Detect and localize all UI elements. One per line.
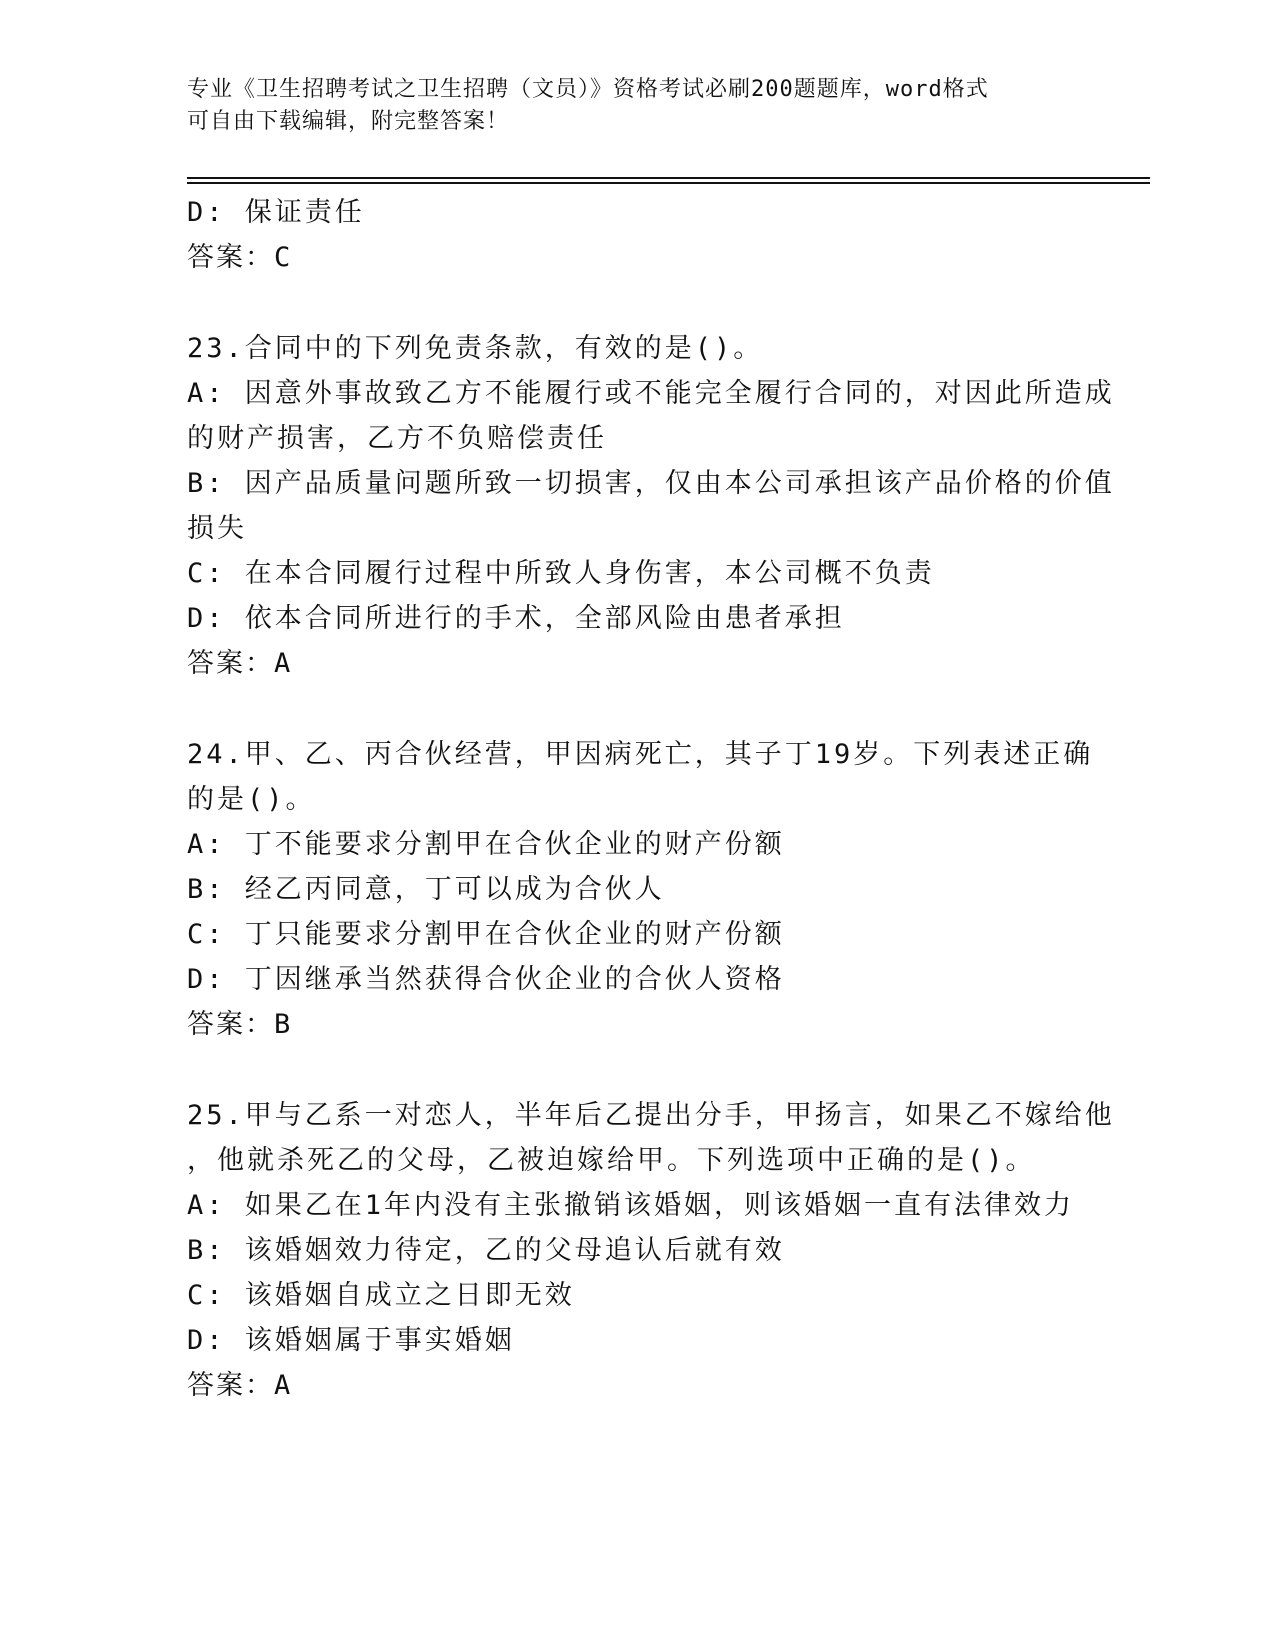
option-c: C: 在本合同履行过程中所致人身伤害，本公司概不负责 — [187, 558, 935, 589]
question-24 — [187, 732, 1094, 1047]
question-23 — [187, 326, 1115, 686]
previous-question-tail — [187, 190, 1067, 280]
option-c: C: 该婚姻自成立之日即无效 — [187, 1280, 575, 1311]
answer-line: 答案：C — [187, 242, 293, 273]
question-25 — [187, 1093, 1115, 1408]
question-stem: 23.合同中的下列免责条款，有效的是()。 — [187, 333, 764, 364]
header-line-1: 专业《卫生招聘考试之卫生招聘（文员）》资格考试必刷200题题库，word格式 — [187, 77, 989, 102]
question-stem: 25.甲与乙系一对恋人，半年后乙提出分手，甲扬言，如果乙不嫁给他 — [187, 1100, 1115, 1131]
question-stem-continued: 的是()。 — [187, 784, 316, 815]
question-stem: 24.甲、乙、丙合伙经营，甲因病死亡，其子丁19岁。下列表述正确 — [187, 739, 1094, 770]
option-d: D: 该婚姻属于事实婚姻 — [187, 1325, 515, 1356]
option-a: A: 如果乙在1年内没有主张撤销该婚姻，则该婚姻一直有法律效力 — [187, 1190, 1075, 1221]
page-header — [187, 74, 1067, 138]
option-b-continued: 损失 — [187, 513, 247, 544]
option-a-continued: 的财产损害，乙方不负赔偿责任 — [187, 423, 607, 454]
answer-line: 答案：A — [187, 1370, 293, 1401]
option-a: A: 丁不能要求分割甲在合伙企业的财产份额 — [187, 829, 785, 860]
header-line-2: 可自由下载编辑，附完整答案！ — [187, 109, 510, 134]
option-d: D: 保证责任 — [187, 197, 365, 228]
header-rule-top — [187, 177, 1150, 179]
option-b: B: 经乙丙同意，丁可以成为合伙人 — [187, 874, 665, 905]
answer-line: 答案：A — [187, 648, 293, 679]
spacer — [187, 686, 1067, 732]
question-stem-continued: ，他就杀死乙的父母，乙被迫嫁给甲。下列选项中正确的是()。 — [187, 1145, 1036, 1176]
answer-line: 答案：B — [187, 1009, 293, 1040]
option-a: A: 因意外事故致乙方不能履行或不能完全履行合同的，对因此所造成 — [187, 378, 1115, 409]
option-b: B: 因产品质量问题所致一切损害，仅由本公司承担该产品价格的价值 — [187, 468, 1115, 499]
document-body — [187, 190, 1115, 1408]
spacer — [187, 280, 1067, 326]
option-c: C: 丁只能要求分割甲在合伙企业的财产份额 — [187, 919, 785, 950]
header-rule-bottom — [187, 182, 1150, 184]
option-d: D: 依本合同所进行的手术，全部风险由患者承担 — [187, 603, 845, 634]
spacer — [187, 1047, 1067, 1093]
option-d: D: 丁因继承当然获得合伙企业的合伙人资格 — [187, 964, 785, 995]
option-b: B: 该婚姻效力待定，乙的父母追认后就有效 — [187, 1235, 785, 1266]
